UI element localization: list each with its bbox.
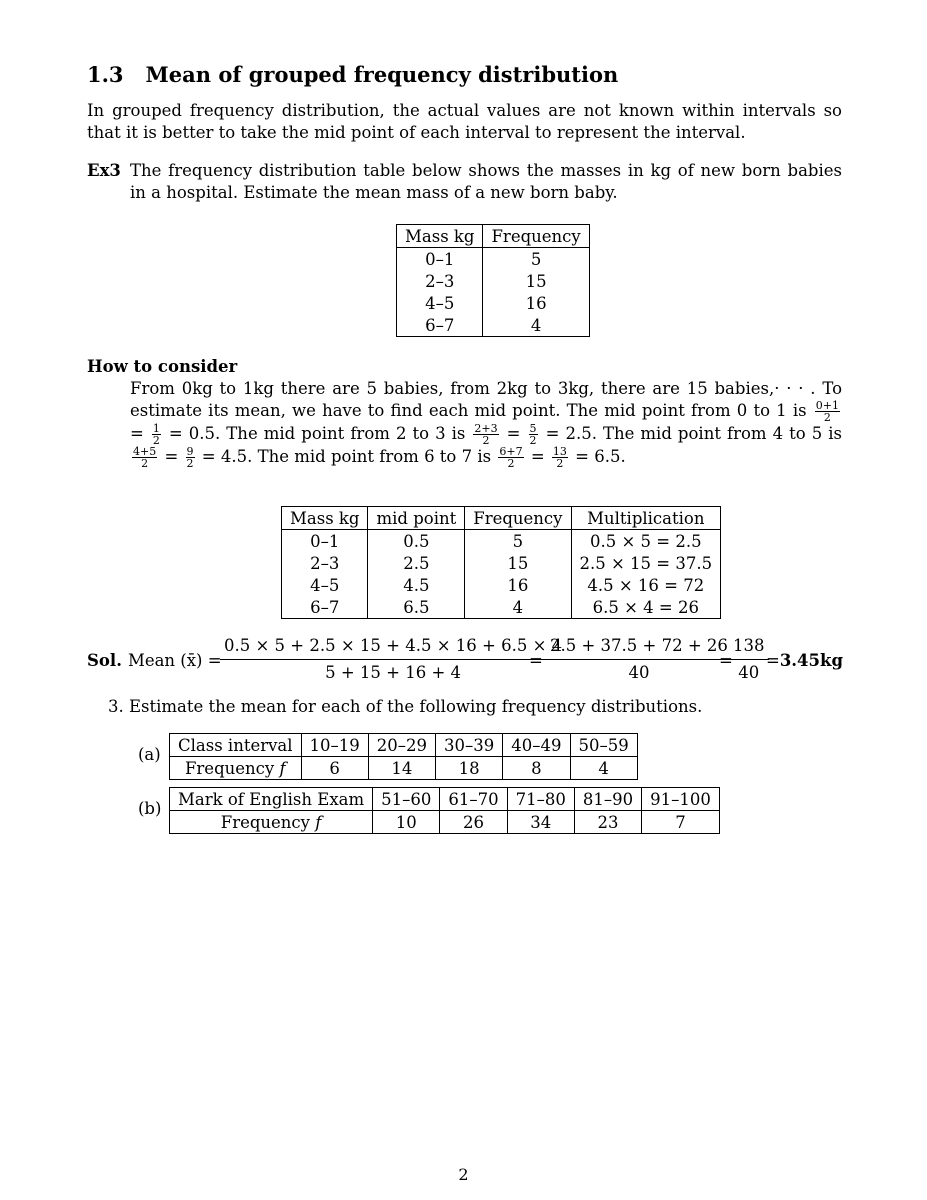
frequency-variable: f	[279, 758, 286, 778]
equals-sign: =	[164, 447, 179, 466]
table-cell: 2–3	[282, 552, 368, 574]
table-cell: 34	[507, 811, 574, 834]
intro-paragraph: In grouped frequency distribution, the actual values are not known within intervals so that it is better to take the mid point of each interval to represent the interval.	[87, 101, 842, 142]
table2-header-multiplication: Multiplication	[571, 507, 721, 530]
table-cell: 10–19	[301, 734, 368, 757]
denominator: 2	[152, 434, 160, 447]
numerator: 0.5 × 5 + 2.5 × 15 + 4.5 × 16 + 6.5 × 4	[220, 636, 566, 660]
part-a-label: (a)	[138, 745, 161, 764]
table-cell: 4	[465, 596, 571, 619]
frequency-label: Frequency	[184, 758, 275, 778]
frequency-variable: f	[315, 812, 322, 832]
example-text: The frequency distribution table below shows the masses in kg of new born babies in a hospital. Estimate the mean mass of a new born baby.	[130, 161, 842, 202]
section-title: Mean of grouped frequency distribution	[145, 62, 619, 87]
fraction-total	[729, 636, 769, 683]
table-cell: 6–7	[397, 314, 483, 337]
numerator: 2+3	[474, 422, 498, 435]
solution-label: Sol.	[87, 651, 122, 670]
denominator: 2	[141, 457, 149, 470]
table-cell: Class interval	[170, 734, 302, 757]
table-cell: 91–100	[642, 788, 720, 811]
numerator: 13	[552, 445, 567, 458]
table-cell: 2.5 × 15 = 37.5	[571, 552, 721, 574]
table-row	[170, 788, 720, 811]
fraction	[552, 446, 568, 469]
denominator: 2	[507, 457, 515, 470]
table-cell: Mark of English Exam	[170, 788, 373, 811]
table-cell	[170, 757, 302, 780]
table-cell: 4.5	[368, 574, 465, 596]
table-cell: 2.5	[368, 552, 465, 574]
fraction	[473, 423, 498, 446]
table-row	[282, 530, 721, 553]
text-segment: = 0.5. The mid point from 2 to 3 is	[168, 424, 466, 443]
fraction-products	[546, 636, 732, 683]
fraction	[186, 446, 195, 469]
table-cell: 4	[483, 314, 589, 337]
fraction	[815, 400, 840, 423]
table2-header-mass: Mass kg	[282, 507, 368, 530]
mean-label: Mean (x̄) =	[127, 651, 222, 670]
fraction-sum	[220, 636, 566, 683]
table-cell	[170, 811, 373, 834]
denominator: 40	[628, 663, 650, 682]
table-row	[282, 596, 721, 619]
example-label: Ex3	[87, 161, 121, 180]
text-segment: From 0kg to 1kg there are 5 babies, from 2kg to 3kg, there are 15 babies,· · · . To estimate its mean, we have to find each mid point. The mid point from 0 to 1 is	[130, 379, 842, 420]
table-cell: 10	[373, 811, 440, 834]
equals-sign: =	[529, 651, 543, 670]
table-cell: 5	[465, 530, 571, 553]
midpoint-table	[281, 506, 721, 619]
result-value: 3.45kg	[779, 651, 843, 670]
text-segment: = 4.5. The mid point from 6 to 7 is	[201, 447, 492, 466]
table-cell: 0–1	[397, 248, 483, 271]
numerator: 9	[186, 445, 194, 458]
equals-sign: =	[130, 424, 144, 443]
fraction	[529, 423, 538, 446]
how-to-consider-heading: How to consider	[87, 357, 238, 376]
result-group	[766, 651, 843, 670]
numerator: 138	[729, 636, 769, 660]
table-cell: 8	[503, 757, 570, 780]
denominator: 2	[823, 411, 831, 424]
table-cell: 18	[436, 757, 503, 780]
denominator: 2	[556, 457, 564, 470]
table-row	[170, 757, 638, 780]
fraction	[132, 446, 157, 469]
table-cell: 51–60	[373, 788, 440, 811]
table-cell: 0.5 × 5 = 2.5	[571, 530, 721, 553]
question-3: 3. Estimate the mean for each of the following frequency distributions.	[108, 697, 703, 716]
table-cell: 14	[368, 757, 435, 780]
numerator: 1	[152, 422, 160, 435]
denominator: 40	[738, 663, 760, 682]
page-number: 2	[458, 1165, 469, 1184]
fraction	[152, 423, 161, 446]
how-to-consider-text	[130, 378, 842, 469]
table2-header-frequency: Frequency	[465, 507, 571, 530]
denominator: 5 + 15 + 16 + 4	[325, 663, 462, 682]
frequency-label: Frequency	[220, 812, 310, 832]
mass-frequency-table	[396, 224, 590, 337]
table-row	[170, 811, 720, 834]
table-cell: 50–59	[570, 734, 637, 757]
table2-header-midpoint: mid point	[368, 507, 465, 530]
table-cell: 15	[465, 552, 571, 574]
table-cell: 16	[483, 292, 589, 314]
table-cell: 81–90	[574, 788, 641, 811]
numerator: 5	[529, 422, 537, 435]
denominator: 2	[529, 434, 537, 447]
part-b-table	[169, 787, 720, 834]
solution-equation	[87, 636, 847, 686]
table1-header-frequency: Frequency	[483, 225, 589, 248]
table-cell: 61–70	[440, 788, 507, 811]
table-row	[397, 292, 590, 314]
table-row	[397, 270, 590, 292]
table-row	[282, 574, 721, 596]
table-cell: 5	[483, 248, 589, 271]
table-cell: 4	[570, 757, 637, 780]
numerator: 0+1	[815, 399, 839, 412]
fraction	[498, 446, 523, 469]
numerator: 6+7	[499, 445, 523, 458]
table-cell: 15	[483, 270, 589, 292]
table1-header-mass: Mass kg	[397, 225, 483, 248]
numerator: 4+5	[133, 445, 157, 458]
numerator: 2.5 + 37.5 + 72 + 26	[546, 636, 732, 660]
table-cell: 4–5	[282, 574, 368, 596]
table-cell: 26	[440, 811, 507, 834]
table-cell: 20–29	[368, 734, 435, 757]
table-cell: 40–49	[503, 734, 570, 757]
table-cell: 7	[642, 811, 720, 834]
table-cell: 16	[465, 574, 571, 596]
table-cell: 6–7	[282, 596, 368, 619]
equals-sign: =	[766, 651, 780, 670]
equals-sign: =	[506, 424, 521, 443]
table-cell: 23	[574, 811, 641, 834]
table-row	[397, 248, 590, 271]
text-segment: = 2.5. The mid point from 4 to 5 is	[545, 424, 843, 443]
table-cell: 30–39	[436, 734, 503, 757]
equals-sign: =	[719, 651, 733, 670]
denominator: 2	[482, 434, 490, 447]
part-b-label: (b)	[138, 799, 162, 818]
table-cell: 71–80	[507, 788, 574, 811]
section-number: 1.3	[87, 62, 124, 87]
table-cell: 2–3	[397, 270, 483, 292]
table-cell: 0.5	[368, 530, 465, 553]
solution-label-group	[87, 651, 222, 670]
table-cell: 6	[301, 757, 368, 780]
example-3	[87, 160, 842, 204]
table-cell: 4–5	[397, 292, 483, 314]
text-segment: = 6.5.	[575, 447, 626, 466]
table-cell: 0–1	[282, 530, 368, 553]
denominator: 2	[186, 457, 194, 470]
table-cell: 4.5 × 16 = 72	[571, 574, 721, 596]
section-heading	[87, 62, 618, 87]
table-cell: 6.5 × 4 = 26	[571, 596, 721, 619]
part-a-table	[169, 733, 638, 780]
table-cell: 6.5	[368, 596, 465, 619]
equals-sign: =	[530, 447, 545, 466]
table-row	[282, 552, 721, 574]
table-row	[170, 734, 638, 757]
table-row	[397, 314, 590, 337]
